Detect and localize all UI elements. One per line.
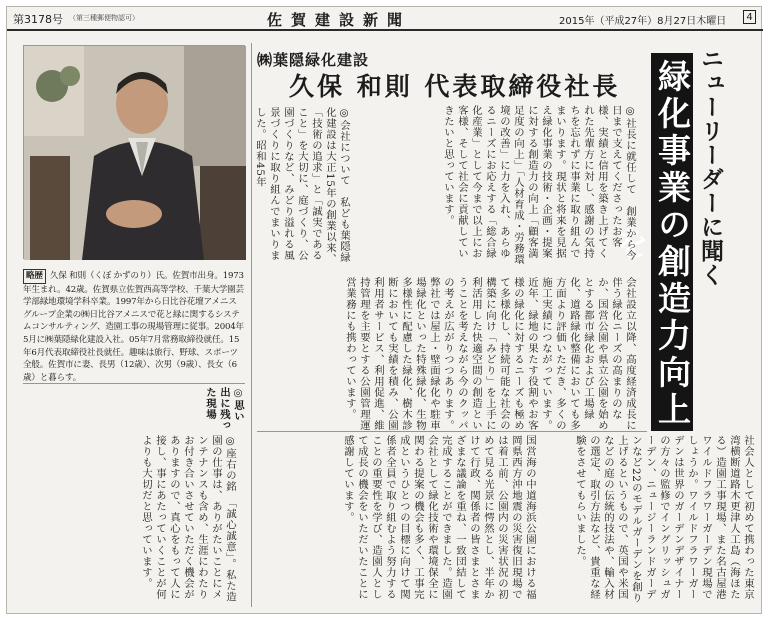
newspaper-page bbox=[6, 6, 762, 614]
headline: 緑化事業の創造力向上を bbox=[611, 59, 692, 429]
section-memorable-site-heading: ◎思い出に残った現場 bbox=[204, 387, 244, 431]
row-divider bbox=[257, 431, 647, 432]
portrait-photo bbox=[23, 45, 245, 259]
issue-date: 2015年（平成27年）8月27日木曜日 bbox=[559, 16, 727, 27]
page-number: 4 bbox=[743, 10, 756, 24]
profile-text: 久保 和則（くぼ かずのり）氏。佐賀市出身。1973年生まれ。42歳。佐賀県立佐賀西高等学校、千葉大学園芸学部緑地環境学科卒業。1997年から日比谷花壇アメニスグループ企業の㈱日比谷アメニスで花と緑に関するシステムコンサルティング、造園工事の現場管理に従事。2004年5月に㈱葉隠緑化建設入社。05年7月常務取締役就任。15年6月代表取締役社長就任。趣味は旅行、野球、スポーツ全般。佐賀市に妻、長男（12歳）、次男（9歳）、長女（6歳）と暮らす。 bbox=[23, 271, 244, 383]
column-divider bbox=[251, 43, 252, 607]
profile-caption bbox=[23, 269, 245, 383]
masthead-rule bbox=[7, 29, 763, 31]
series-label: ニューリーダーに聞く bbox=[697, 47, 724, 287]
issue-number: 第3178号 bbox=[13, 13, 63, 26]
body-column-company: ◎会社について 私ども葉隠緑化建設は大正15年の創業以来、「技術の追求」と「誠実であること」を大切に、庭づくり、公園づくりなど、みどり溢れる風景づくりに取り組んでまいりました。昭和45年 bbox=[254, 107, 350, 265]
masthead bbox=[7, 7, 763, 29]
profile-label: 略歴 bbox=[23, 269, 46, 284]
body-column-memorable-site: 社会人として初めて携わった東京湾横断道路木更津人工島（海ほたる）造園工事現場、また名古屋港ワイルドフラワーガーデン現場でしょうか。ワイルドフラワーガーデンは世界のガーデンデザイナーの方々の監修でイングリッシュガーデン、ニュージーランドガーデンなど22のモデルガーデンを創り上げるというもので、英国や米国などの庭の伝統的技法や、輸入材の選定、取引方法など、貴重な経験をさせてもらいました。 bbox=[574, 435, 754, 604]
body-column-motto: ◎座右の銘 「誠心誠意」。私た造園の仕事は、ありがたいことにメンテナンスも含め、生涯にわたりお付き合いさせていただく機会がありますので、真心をもって人に接し、事にあたっていくことが何よりも大切だと思っています。 bbox=[140, 435, 236, 603]
newspaper-name: 佐賀建設新聞 bbox=[267, 11, 412, 29]
postal-permit: （第三種郵便物認可） bbox=[69, 14, 139, 22]
portrait-illustration bbox=[24, 46, 246, 260]
body-column-appointment: ◎社長に就任して 創業から今日まで支えてくださったお客様、実績と信用を築き上げてくれた先輩方に対し、感謝の気持ちを忘れずに事業に取り組んでまいります。現状と将来を見据え緑化事業の技術・企画・提案に対する創造力の向上「顧客満足度の向上」「人材育成・労務環境の改善」に力を入れ、あらゆるニーズにお応えする「総合緑化産業」として今まで以上にお客様、そして社会に貢献していきたいと思っています。 bbox=[442, 105, 636, 265]
body-column-disaster-recovery: 国営海の中道海浜公園における福岡県西方沖地震の災害復旧現場では着工前、公園内の災害状況の初めて見る光景に愕然とし、半年かけて行政、関係者の皆さまとさまざまな議論を重ね、一致団結して完成することができました。造園会社として緑化技術や環境保全に関わる提案の機会も多く、工事完成というひとつの目標に向けて関係者全員で取り組むよう努力することの重要性を学び、造園人として成長の機会をいただいたことに感謝しています。 bbox=[342, 435, 536, 600]
body-column-company-history: 会社設立以降、高度経済成長に伴う緑化ニーズの高まりのなか、国営公園や県立公園を始めとする都市緑化および工場緑化、道路緑化整備においても多方面より評価いただき、多くの施工実績につながっています。近年、緑地の果たす役割やお客様の緑化に対するニーズも極めて多様化し、持続可能な社会の構築に向け「みどり」を上手に利活用した快適空間の創造ということを考えながら今のクッパの考えが広がりつつあります。弊社では屋上・壁面緑化や駐車場緑化といった特殊緑化、生物多様性に配慮した緑化、樹木診断においても実績を積み、公園利用者サービス、利用促進、維持管理を主要とする公園管理運営業務にも携わっています。 bbox=[344, 277, 636, 431]
caption-divider bbox=[23, 383, 245, 384]
person-title: 久保 和則 代表取締役社長 bbox=[289, 72, 621, 101]
company-name: ㈱葉隠緑化建設 bbox=[257, 51, 370, 69]
